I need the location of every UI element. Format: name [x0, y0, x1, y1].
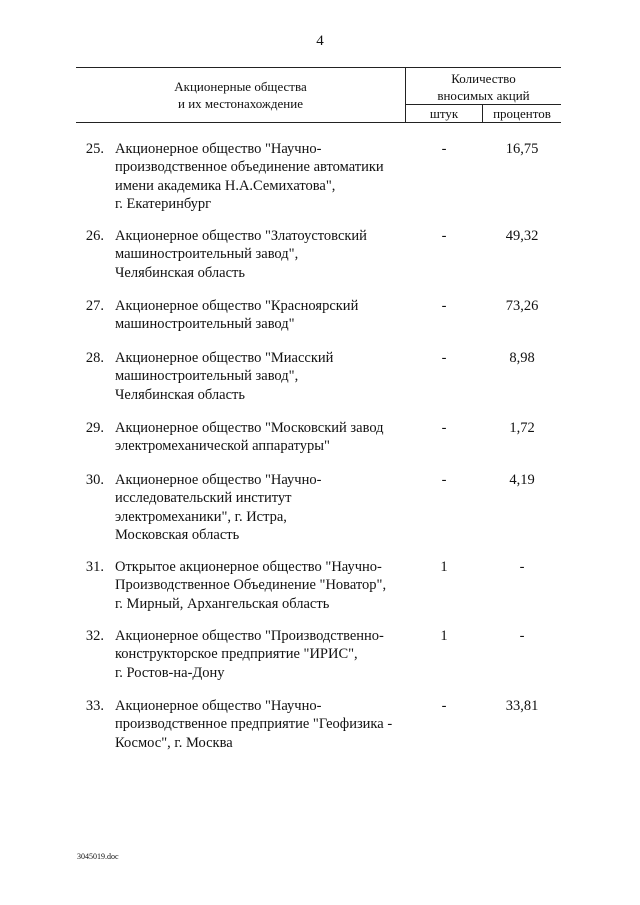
percent-value: 4,19	[509, 472, 535, 488]
company-name-line: Акционерное общество "Красноярский	[115, 298, 359, 314]
company-name-line: Челябинская область	[115, 264, 245, 281]
row-number: 27.	[85, 298, 104, 314]
company-name	[115, 419, 407, 456]
company-name-line: Акционерное общество "Производственно-	[115, 628, 384, 644]
company-name	[115, 297, 407, 334]
header-quantity-line2: вносимых акций	[437, 88, 530, 103]
company-name	[115, 697, 407, 752]
row-number: 30.	[85, 472, 104, 488]
company-name-line: Акционерное общество "Миасский	[115, 350, 334, 366]
company-name-line: Акционерное общество "Московский завод	[115, 420, 384, 436]
shares-value: -	[441, 350, 447, 366]
company-name-line: Акционерное общество "Научно-	[115, 141, 322, 157]
company-name	[115, 471, 407, 545]
company-name-line: производственное предприятие "Геофизика -	[115, 716, 393, 733]
header-top-rule	[76, 67, 561, 68]
company-name-line: г. Мирный, Архангельская область	[115, 595, 330, 612]
header-company-line1: Акционерные общества	[174, 79, 307, 94]
company-name-line: машиностроительный завод"	[115, 316, 295, 333]
company-name-line: г. Екатеринбург	[115, 196, 212, 213]
company-name-line: Акционерное общество "Научно-	[115, 698, 322, 714]
company-name-line: Московская область	[115, 527, 240, 544]
row-number: 31.	[85, 559, 104, 575]
company-name-line: конструкторское предприятие "ИРИС",	[115, 646, 358, 663]
company-name	[115, 349, 407, 404]
header-quantity-line1: Количество	[451, 71, 516, 86]
header-company-line2: и их местонахождение	[178, 96, 303, 111]
row-number: 26.	[85, 228, 104, 244]
company-name-line: электромеханики", г. Истра,	[115, 508, 287, 525]
company-name-line: машиностроительный завод",	[115, 368, 299, 385]
company-name-line: имени академика Н.А.Семихатова",	[115, 177, 336, 194]
row-number: 28.	[85, 350, 104, 366]
shares-value: -	[441, 141, 447, 157]
header-percent: процентов	[493, 106, 551, 121]
company-name-line: Акционерное общество "Златоустовский	[115, 228, 367, 244]
percent-value: -	[519, 628, 525, 644]
shares-value: 1	[440, 559, 448, 575]
percent-value: 16,75	[505, 141, 539, 157]
shares-value: 1	[440, 628, 448, 644]
percent-value: 8,98	[509, 350, 535, 366]
shares-value: -	[441, 228, 447, 244]
percent-value: 49,32	[505, 228, 539, 244]
company-name-line: Челябинская область	[115, 386, 245, 403]
shares-value: -	[441, 698, 447, 714]
percent-value: 1,72	[509, 420, 535, 436]
company-name-line: г. Ростов-на-Дону	[115, 664, 225, 681]
company-name	[115, 140, 407, 214]
footer-filename: 3045019.doc	[77, 852, 119, 861]
company-name-line: Космос", г. Москва	[115, 734, 233, 751]
company-name-line: производственное объединение автоматики	[115, 159, 384, 176]
company-name-line: машиностроительный завод",	[115, 246, 299, 263]
company-name	[115, 627, 407, 682]
percent-value: 33,81	[505, 698, 539, 714]
company-name-line: Акционерное общество "Научно-	[115, 472, 322, 488]
row-number: 25.	[85, 141, 104, 157]
shares-value: -	[441, 472, 447, 488]
percent-value: -	[519, 559, 525, 575]
shares-value: -	[441, 298, 447, 314]
row-number: 32.	[85, 628, 104, 644]
company-name-line: электромеханической аппаратуры"	[115, 438, 330, 455]
page-number: 4	[316, 33, 324, 49]
header-bottom-rule	[76, 122, 561, 123]
company-name	[115, 227, 407, 282]
row-number: 29.	[85, 420, 104, 436]
shares-value: -	[441, 420, 447, 436]
header-shares: штук	[429, 106, 459, 121]
company-name	[115, 558, 407, 613]
row-number: 33.	[85, 698, 104, 714]
company-name-line: Открытое акционерное общество "Научно-	[115, 559, 382, 575]
company-name-line: Производственное Объединение "Новатор",	[115, 577, 387, 594]
percent-value: 73,26	[505, 298, 539, 314]
company-name-line: исследовательский институт	[115, 490, 292, 507]
